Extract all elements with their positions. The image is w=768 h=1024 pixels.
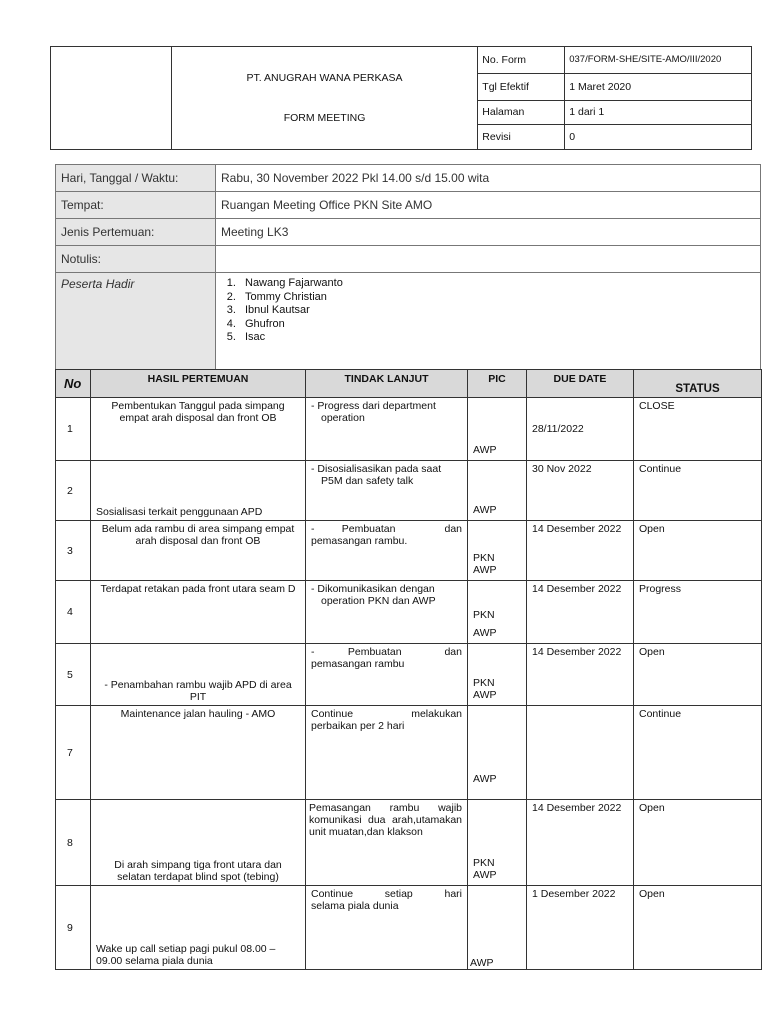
tindak-text: Continue melakukan perbaikan per 2 hari [311, 708, 465, 732]
info-value-notulis [216, 246, 761, 273]
cell-no: 4 [56, 581, 91, 644]
peserta-list [221, 277, 755, 345]
pic-entry: AWP [473, 504, 497, 516]
cell-due: 1 Desember 2022 [527, 886, 634, 970]
tindak-text: Continue setiap hari selama piala dunia [311, 888, 465, 912]
cell-no: 7 [56, 706, 91, 800]
cell-tindak: Pemasangan rambu wajib komunikasi dua arah,utamakan unit muatan,dan klakson [306, 800, 468, 886]
peserta-item: 3. Ibnul Kautsar [239, 304, 755, 318]
form-title: FORM MEETING [283, 112, 366, 124]
tindak-text: - Dikomunikasikan dengan operation PKN dan AWP [311, 583, 436, 607]
cell-no: 3 [56, 521, 91, 581]
cell-hasil: Sosialisasi terkait penggunaan APD [91, 461, 306, 521]
logo-cell [51, 47, 172, 150]
peserta-item: 1. Nawang Fajarwanto [239, 277, 755, 291]
info-label-peserta: Peserta Hadir [56, 273, 216, 370]
cell-status: Open [634, 886, 762, 970]
cell-status: Open [634, 521, 762, 581]
pic-entry: AWP [473, 444, 497, 456]
header-no: No [56, 370, 91, 398]
company-name: PT. ANUGRAH WANA PERKASA [246, 72, 403, 84]
cell-status: CLOSE [634, 398, 762, 461]
info-row-peserta [56, 273, 761, 370]
cell-no: 2 [56, 461, 91, 521]
pic-entry: PKN [473, 609, 495, 621]
peserta-item: 2. Tommy Christian [239, 291, 755, 305]
field-label-halaman: Halaman [478, 100, 565, 125]
table-row [56, 461, 762, 521]
table-row [56, 886, 762, 970]
meeting-info-table [55, 164, 761, 370]
info-label-tempat: Tempat: [56, 192, 216, 219]
info-row [56, 165, 761, 192]
info-value-waktu: Rabu, 30 November 2022 Pkl 14.00 s/d 15.00 wita [216, 165, 761, 192]
field-value-revisi: 0 [565, 125, 752, 150]
pic-entry: AWP [473, 773, 497, 785]
info-row [56, 219, 761, 246]
cell-tindak [306, 706, 468, 800]
header-status: STATUS [634, 370, 762, 398]
info-row [56, 246, 761, 273]
pic-entry: AWP [473, 564, 497, 576]
cell-hasil: Belum ada rambu di area simpang empat arah disposal dan front OB [91, 521, 306, 581]
cell-tindak [306, 521, 468, 581]
table-header-row [56, 370, 762, 398]
cell-tindak [306, 886, 468, 970]
pic-entry: PKN [473, 857, 495, 869]
cell-due: 28/11/2022 [527, 398, 634, 461]
info-value-jenis: Meeting LK3 [216, 219, 761, 246]
table-row [56, 521, 762, 581]
field-value-no-form: 037/FORM-SHE/SITE-AMO/III/2020 [565, 47, 752, 74]
header-tindak: TINDAK LANJUT [306, 370, 468, 398]
cell-tindak [306, 461, 468, 521]
cell-status: Continue [634, 706, 762, 800]
field-label-revisi: Revisi [478, 125, 565, 150]
cell-due: 30 Nov 2022 [527, 461, 634, 521]
cell-hasil: - Penambahan rambu wajib APD di area PIT [91, 644, 306, 706]
info-label-jenis: Jenis Pertemuan: [56, 219, 216, 246]
table-row [56, 644, 762, 706]
info-row [56, 192, 761, 219]
cell-pic [468, 581, 527, 644]
cell-tindak [306, 398, 468, 461]
meeting-results-table [55, 369, 762, 970]
cell-tindak [306, 581, 468, 644]
form-header-table [50, 46, 752, 150]
table-row [56, 706, 762, 800]
peserta-item: 4. Ghufron [239, 318, 755, 332]
cell-status: Open [634, 644, 762, 706]
table-row [56, 800, 762, 886]
company-title-cell [171, 47, 478, 150]
info-value-tempat: Ruangan Meeting Office PKN Site AMO [216, 192, 761, 219]
cell-hasil: Di arah simpang tiga front utara dan selatan terdapat blind spot (tebing) [91, 800, 306, 886]
cell-no: 1 [56, 398, 91, 461]
cell-tindak [306, 644, 468, 706]
info-label-notulis: Notulis: [56, 246, 216, 273]
cell-status: Continue [634, 461, 762, 521]
cell-no: 8 [56, 800, 91, 886]
peserta-list-cell [216, 273, 761, 370]
cell-hasil: Terdapat retakan pada front utara seam D [91, 581, 306, 644]
table-row [56, 398, 762, 461]
cell-hasil: Maintenance jalan hauling - AMO [91, 706, 306, 800]
field-label-tgl-efektif: Tgl Efektif [478, 73, 565, 100]
cell-pic [468, 886, 527, 970]
tindak-text: - Pembuatan dan pemasangan rambu [311, 646, 465, 670]
cell-pic [468, 398, 527, 461]
pic-entry: PKN [473, 552, 495, 564]
cell-pic [468, 644, 527, 706]
pic-entry: AWP [473, 869, 497, 881]
cell-no: 5 [56, 644, 91, 706]
header-pic: PIC [468, 370, 527, 398]
cell-pic [468, 461, 527, 521]
cell-pic [468, 706, 527, 800]
cell-pic [468, 521, 527, 581]
peserta-item: 5. Isac [239, 331, 755, 345]
header-hasil: HASIL PERTEMUAN [91, 370, 306, 398]
cell-due [527, 706, 634, 800]
cell-due: 14 Desember 2022 [527, 644, 634, 706]
cell-hasil: Wake up call setiap pagi pukul 08.00 – 09.00 selama piala dunia [91, 886, 306, 970]
tindak-text: - Pembuatan dan pemasangan rambu. [311, 523, 465, 547]
cell-pic [468, 800, 527, 886]
cell-hasil: Pembentukan Tanggul pada simpang empat arah disposal dan front OB [91, 398, 306, 461]
pic-entry: AWP [473, 627, 497, 639]
cell-status: Open [634, 800, 762, 886]
tindak-text: - Disosialisasikan pada saat P5M dan safety talk [311, 463, 442, 487]
cell-no: 9 [56, 886, 91, 970]
pic-entry: PKN [473, 677, 495, 689]
cell-due: 14 Desember 2022 [527, 581, 634, 644]
field-value-tgl-efektif: 1 Maret 2020 [565, 73, 752, 100]
info-label-waktu: Hari, Tanggal / Waktu: [56, 165, 216, 192]
field-value-halaman: 1 dari 1 [565, 100, 752, 125]
field-label-no-form: No. Form [478, 47, 565, 74]
tindak-text: - Progress dari department operation [311, 400, 436, 424]
header-due: DUE DATE [527, 370, 634, 398]
pic-entry: AWP [473, 689, 497, 701]
table-row [56, 581, 762, 644]
pic-entry: AWP [470, 957, 494, 969]
cell-status: Progress [634, 581, 762, 644]
cell-due: 14 Desember 2022 [527, 800, 634, 886]
cell-due: 14 Desember 2022 [527, 521, 634, 581]
